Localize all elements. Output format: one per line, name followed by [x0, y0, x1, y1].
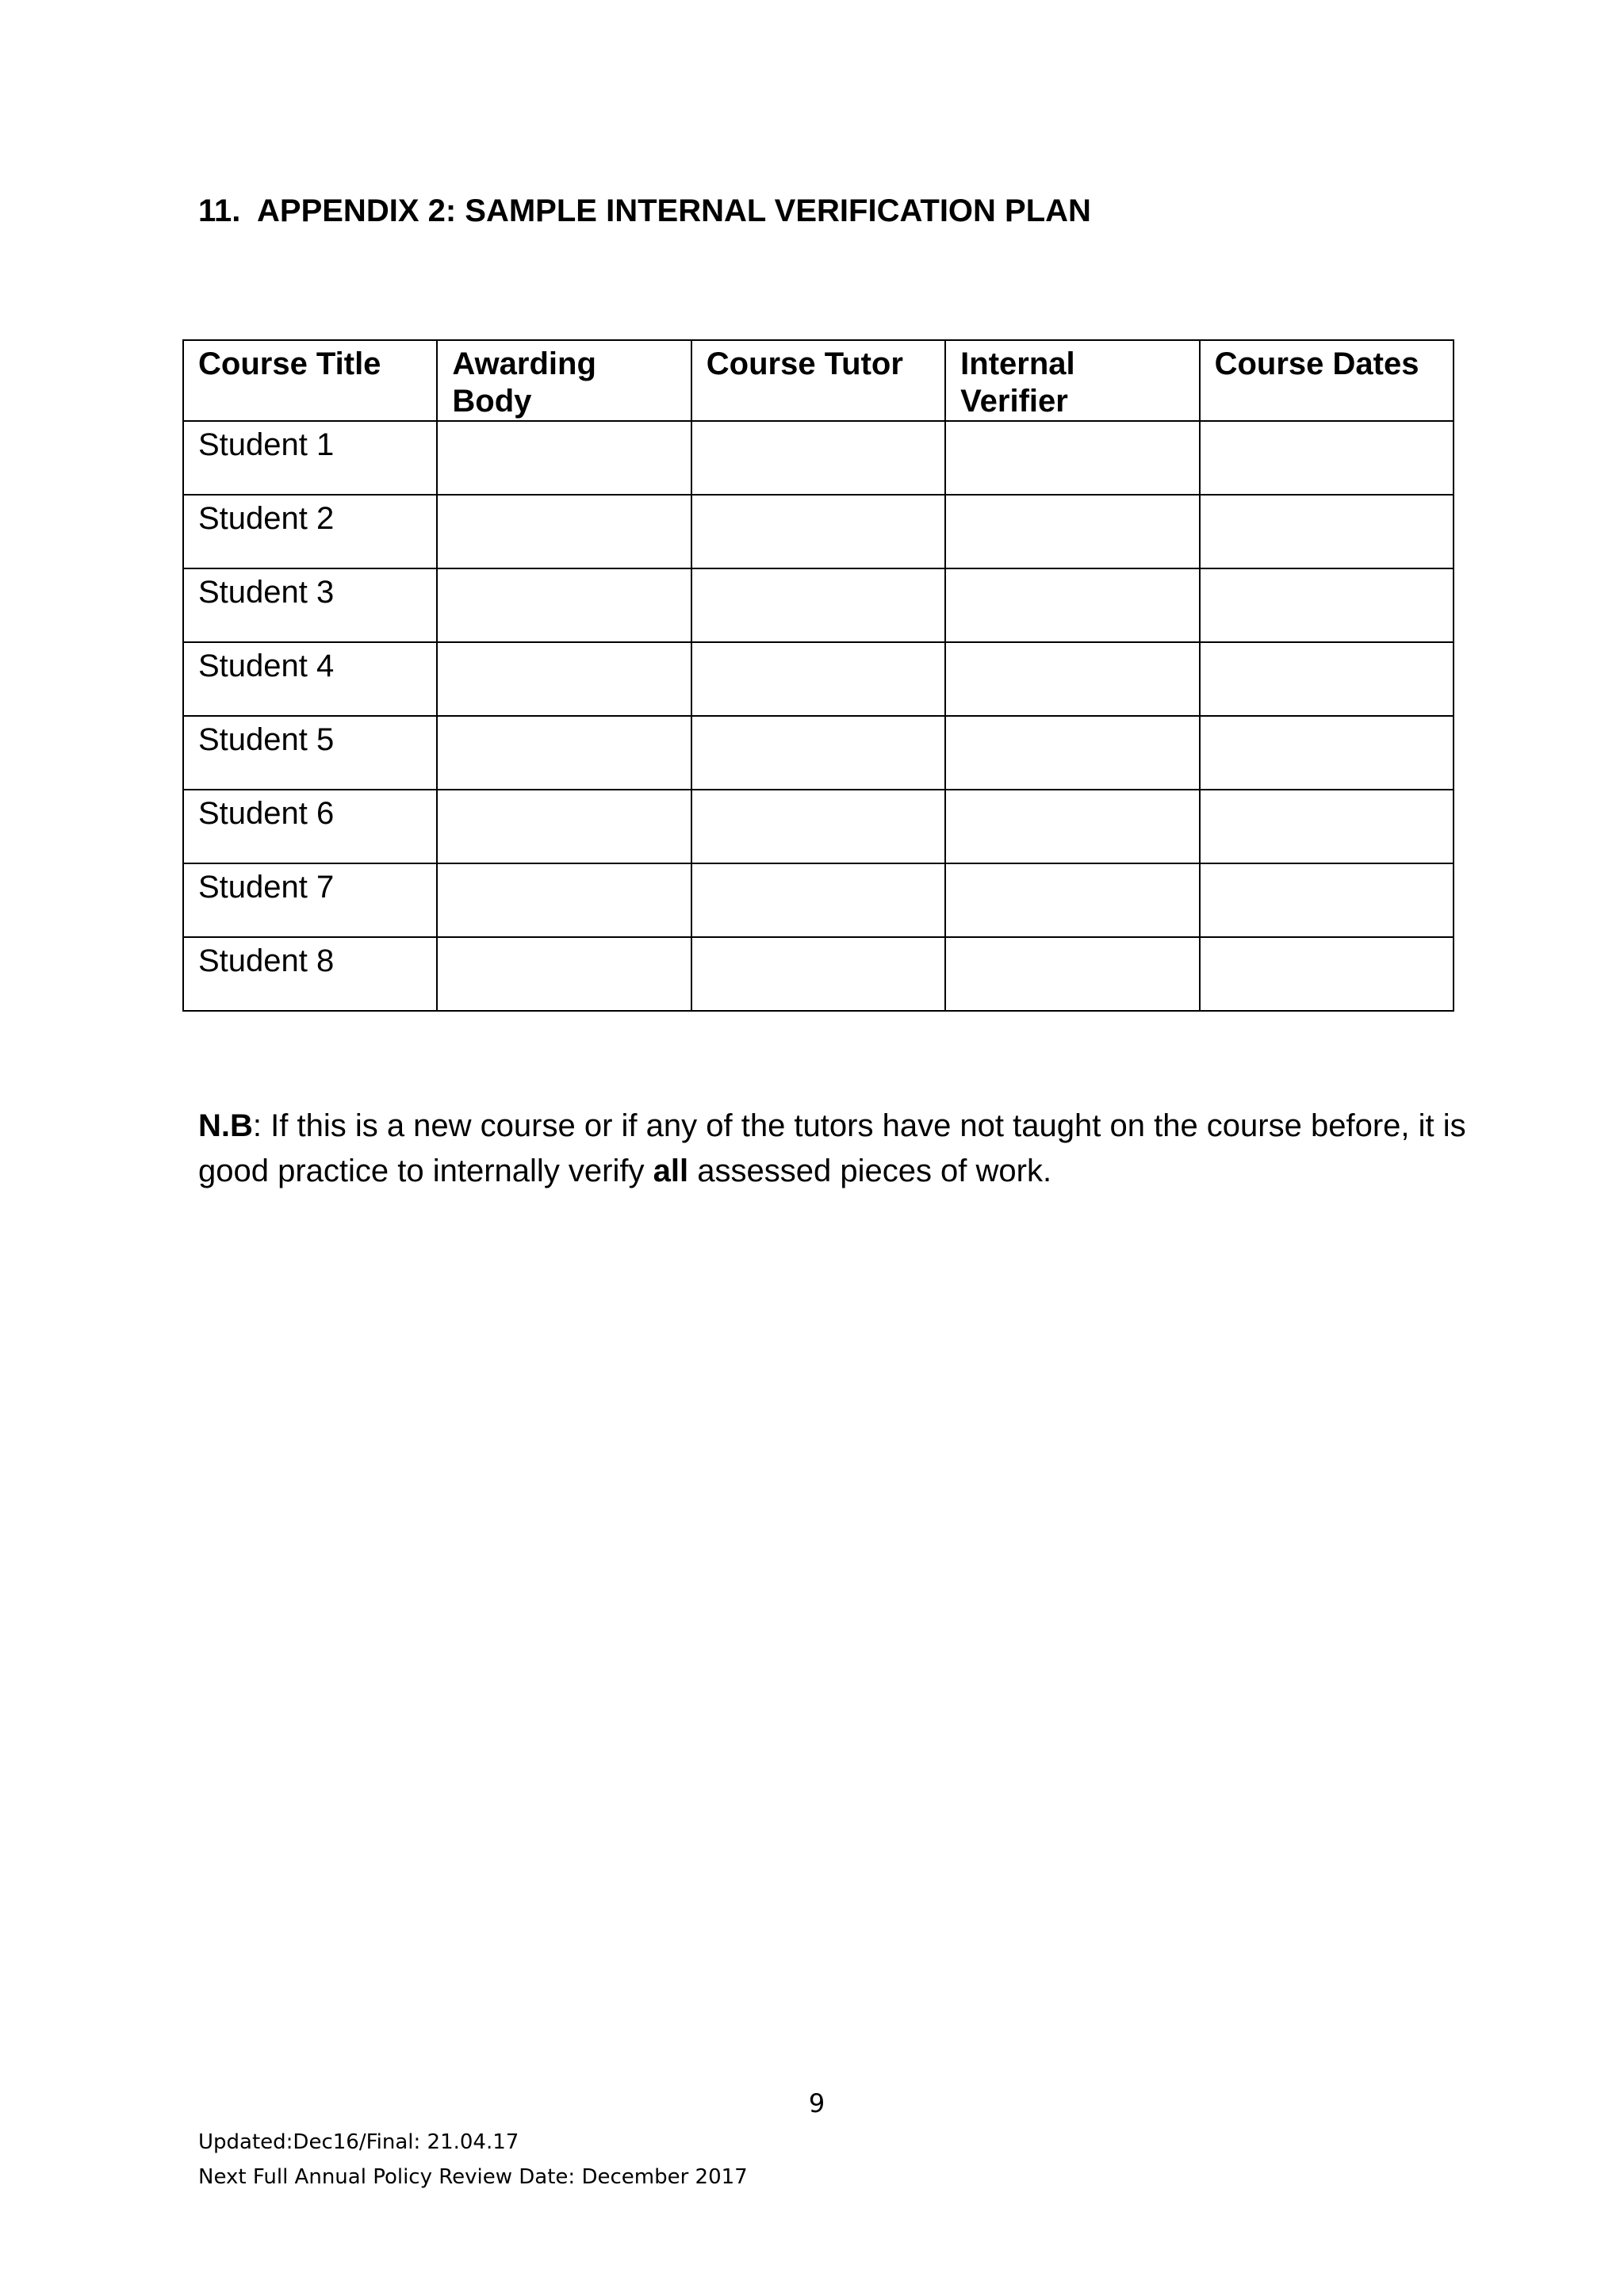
student-label: Student 3 [183, 568, 437, 642]
verification-plan-table [182, 339, 1454, 1012]
table-header-row [183, 340, 1454, 421]
table-cell [437, 790, 691, 863]
nb-note [198, 1104, 1467, 1194]
table-cell [945, 642, 1199, 716]
table-row [183, 716, 1454, 790]
table-row [183, 568, 1454, 642]
table-cell [691, 790, 945, 863]
table-cell [1200, 495, 1454, 568]
table-cell [437, 937, 691, 1011]
section-heading [198, 195, 1091, 227]
table-row [183, 642, 1454, 716]
header-course-title: Course Title [183, 340, 437, 421]
table-row [183, 790, 1454, 863]
nb-emphasis: all [653, 1154, 689, 1188]
table-cell [691, 568, 945, 642]
header-awarding-body: Awarding Body [437, 340, 691, 421]
student-label: Student 5 [183, 716, 437, 790]
table-cell [945, 568, 1199, 642]
footer-updated: Updated:Dec16/Final: 21.04.17 [198, 2130, 519, 2154]
table-cell [945, 421, 1199, 495]
nb-label: N.B [198, 1108, 253, 1143]
table-cell [691, 495, 945, 568]
section-number: 11. [198, 193, 241, 228]
student-label: Student 4 [183, 642, 437, 716]
table-cell [945, 863, 1199, 937]
page-footer [198, 2125, 748, 2195]
table-row [183, 421, 1454, 495]
table-cell [691, 421, 945, 495]
table-cell [945, 790, 1199, 863]
table-cell [437, 642, 691, 716]
student-label: Student 1 [183, 421, 437, 495]
table-cell [1200, 568, 1454, 642]
table-cell [945, 716, 1199, 790]
student-label: Student 2 [183, 495, 437, 568]
table-cell [437, 716, 691, 790]
table-cell [1200, 716, 1454, 790]
page-number: 9 [808, 2088, 825, 2118]
student-label: Student 7 [183, 863, 437, 937]
table-cell [1200, 642, 1454, 716]
table-cell [1200, 863, 1454, 937]
table-cell [691, 642, 945, 716]
header-course-dates: Course Dates [1200, 340, 1454, 421]
table-cell [1200, 937, 1454, 1011]
header-course-tutor: Course Tutor [691, 340, 945, 421]
section-title: APPENDIX 2: SAMPLE INTERNAL VERIFICATION PLAN [257, 193, 1091, 228]
table-cell [437, 421, 691, 495]
table-row [183, 863, 1454, 937]
table-cell [691, 863, 945, 937]
table-cell [437, 863, 691, 937]
table-cell [945, 495, 1199, 568]
table-row [183, 495, 1454, 568]
student-label: Student 8 [183, 937, 437, 1011]
nb-text-after: assessed pieces of work. [688, 1154, 1052, 1188]
table-cell [437, 568, 691, 642]
table-cell [1200, 790, 1454, 863]
nb-text-before: : If this is a new course or if any of the tutors have not taught on the course before, it is good practice to internally verify [198, 1108, 1466, 1188]
header-internal-verifier: Internal Verifier [945, 340, 1199, 421]
student-label: Student 6 [183, 790, 437, 863]
table-cell [437, 495, 691, 568]
table-row [183, 937, 1454, 1011]
table-cell [945, 937, 1199, 1011]
footer-review-date: Next Full Annual Policy Review Date: December 2017 [198, 2165, 748, 2189]
table-cell [691, 937, 945, 1011]
table-cell [1200, 421, 1454, 495]
table-cell [691, 716, 945, 790]
